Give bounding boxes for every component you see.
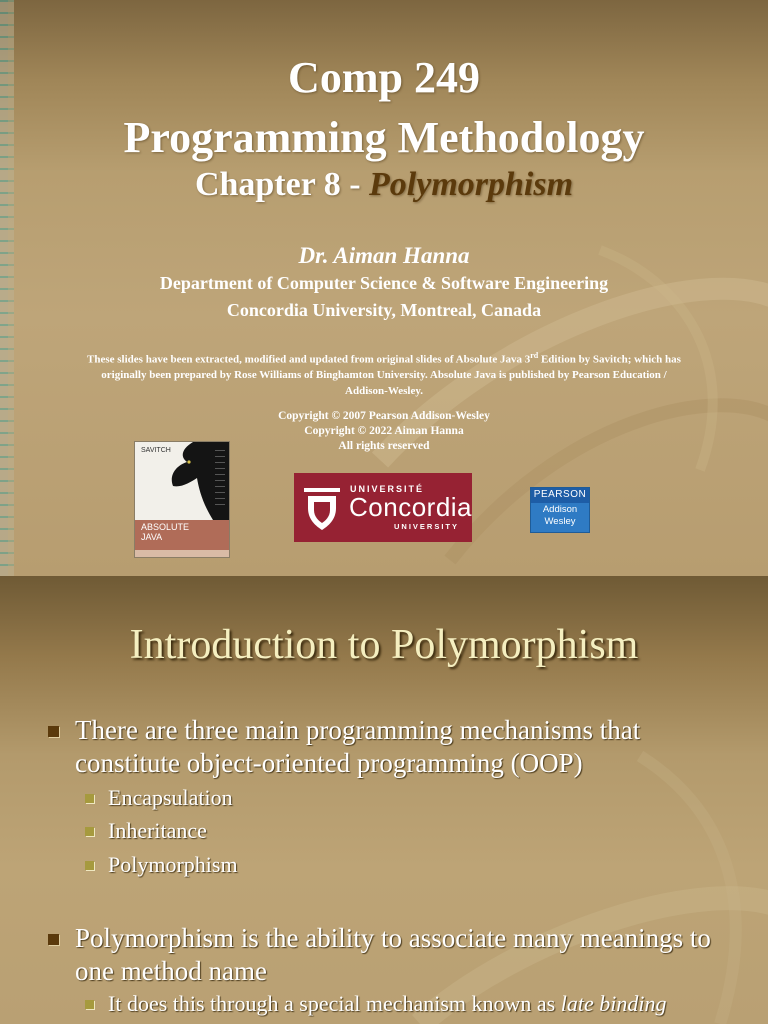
chapter-heading: [0, 166, 768, 204]
book-author: SAVITCH: [141, 447, 171, 454]
chapter-topic: Polymorphism: [369, 166, 574, 203]
course-subject: Programming Methodology: [123, 113, 645, 162]
bullet-text: Polymorphism is the ability to associate many meanings to one method name: [75, 923, 711, 986]
sub-bullet-item: [85, 852, 748, 878]
sub-bullet-item: [85, 991, 748, 1017]
concordia-logo: [294, 473, 472, 542]
pearson-logo-line1: Addison: [542, 504, 578, 515]
square-bullet-icon: [85, 861, 94, 870]
slide-title: Introduction to Polymorphism: [129, 622, 639, 668]
bullet-item: [48, 714, 735, 780]
concordia-logo-line1: UNIVERSITÉ: [350, 484, 425, 494]
square-bullet-icon: [85, 794, 94, 803]
source-note-superscript: rd: [530, 351, 539, 360]
course-title: Comp 249: [288, 53, 480, 102]
pearson-logo-line2: Wesley: [544, 516, 576, 527]
sub-bullet-text: Polymorphism: [108, 852, 238, 877]
concordia-logo-name: Concordia: [349, 492, 473, 522]
source-note-part2: Edition by Savitch; which has originally been prepared by Rose Williams of Binghamton University. Absolute Java is published by Pearson Education / Addison-Wesley.: [101, 353, 681, 397]
copyright-line: Copyright © 2022 Aiman Hanna: [304, 425, 464, 437]
sub-bullet-item: [85, 818, 748, 844]
department-name: Department of Computer Science & Software Engineering: [159, 273, 609, 293]
rights-reserved: All rights reserved: [338, 440, 430, 452]
square-bullet-icon: [48, 934, 59, 945]
panther-image: [163, 442, 229, 520]
source-note: [82, 348, 686, 399]
source-note-part1: These slides have been extracted, modified and updated from original slides of Absolute Java 3: [87, 353, 531, 366]
copyright-line: Copyright © 2007 Pearson Addison-Wesley: [278, 410, 490, 422]
concordia-crest-icon: [302, 484, 342, 532]
pearson-addison-wesley-logo: [530, 487, 590, 533]
concordia-logo-line2: UNIVERSITY: [394, 522, 460, 531]
square-bullet-icon: [85, 827, 94, 836]
bullet-text: There are three main programming mechanisms that constitute object-oriented programming (OOP): [75, 715, 641, 778]
sub-bullet-text: Inheritance: [108, 818, 207, 843]
book-title: ABSOLUTE JAVA: [141, 522, 190, 542]
sub-bullet-text: Encapsulation: [108, 785, 233, 810]
square-bullet-icon: [85, 1000, 94, 1009]
emphasized-term: late binding: [560, 991, 667, 1016]
pearson-logo-name: PEARSON: [533, 489, 587, 500]
bullet-item: [48, 922, 735, 988]
chapter-prefix: Chapter 8 -: [194, 166, 370, 203]
author-name: Dr. Aiman Hanna: [298, 243, 470, 268]
university-name: Concordia University, Montreal, Canada: [226, 300, 542, 320]
square-bullet-icon: [48, 726, 59, 737]
sub-bullet-item: [85, 785, 748, 811]
sub-bullet-text: It does this through a special mechanism known as late binding: [108, 991, 667, 1016]
book-cover-image: [134, 441, 230, 558]
